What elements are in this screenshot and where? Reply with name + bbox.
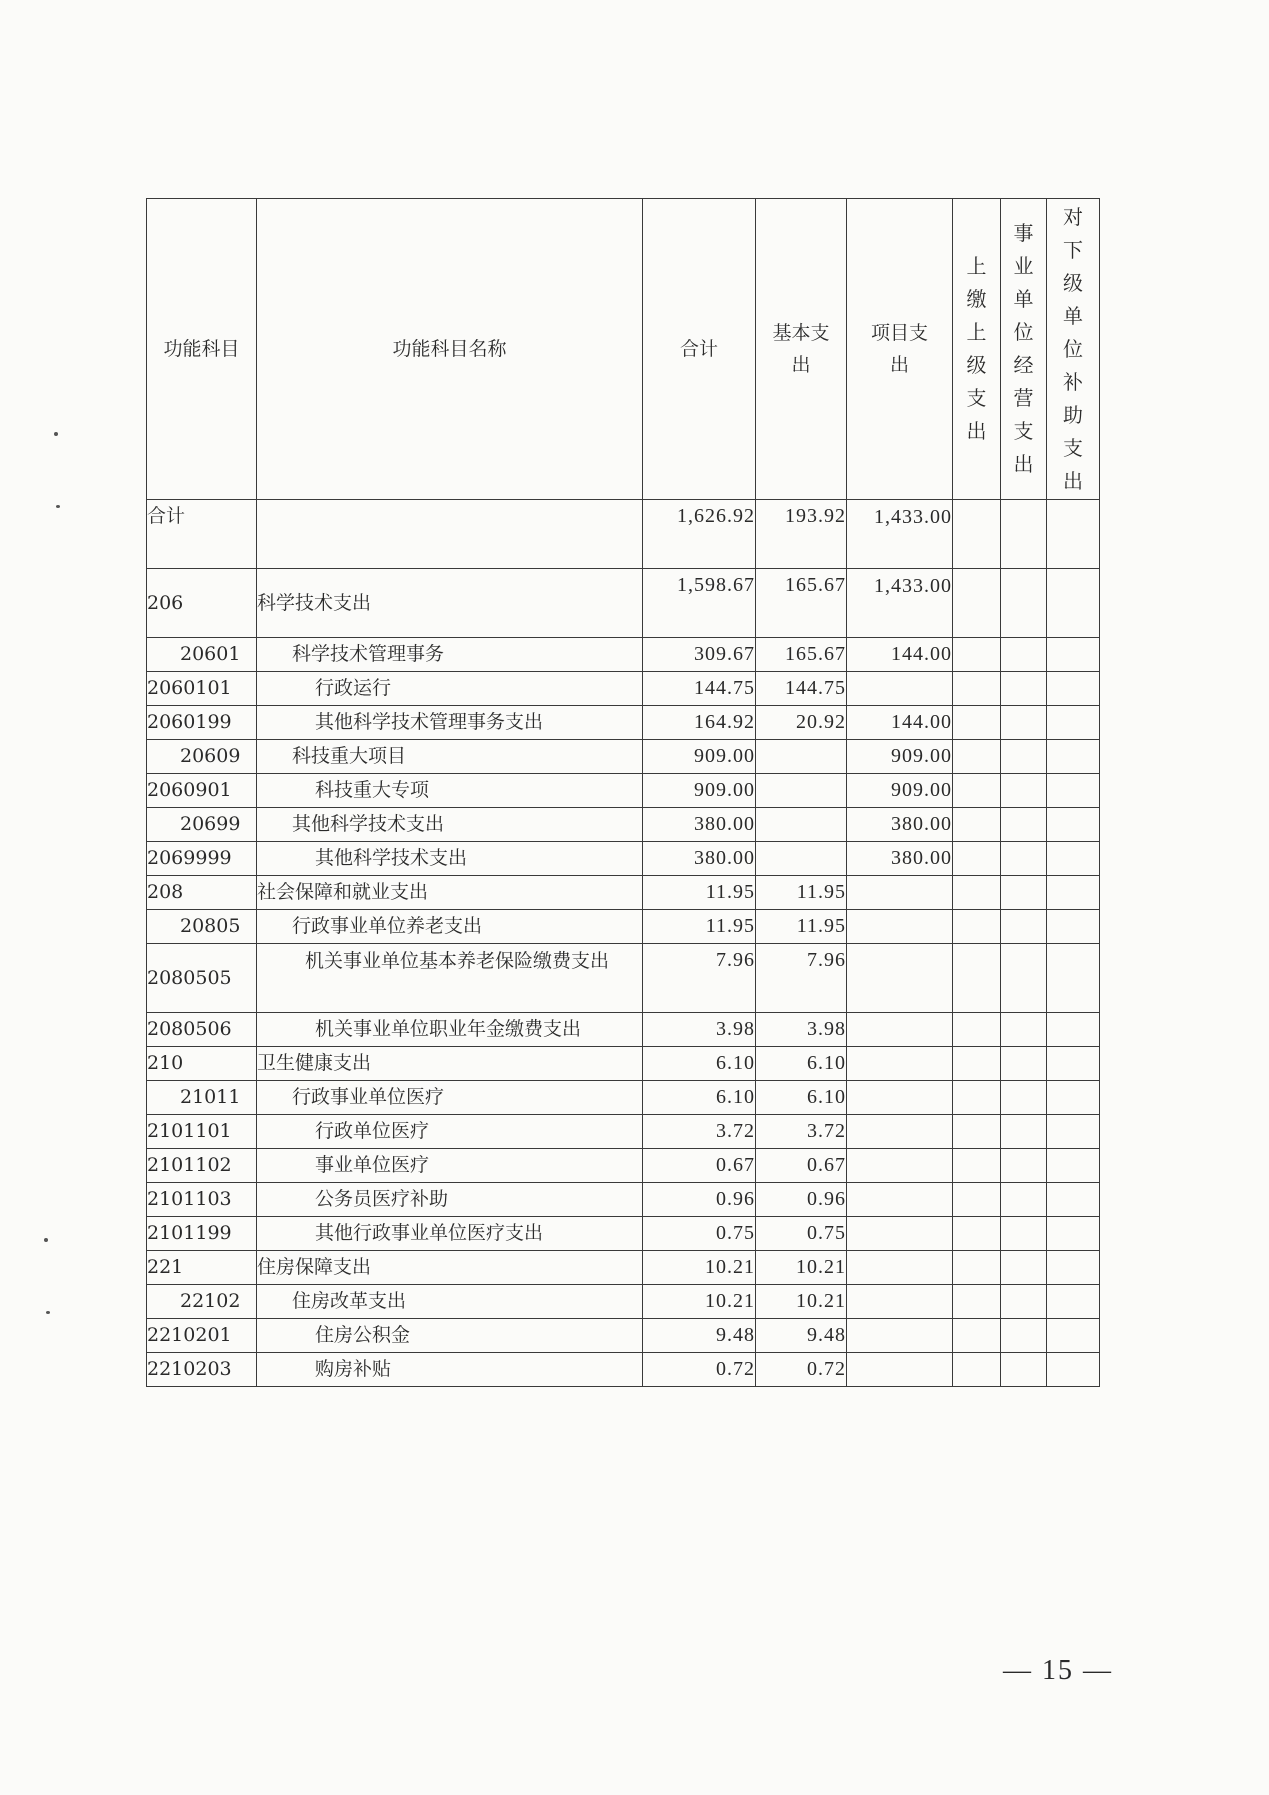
- row-subsidy: [1047, 808, 1100, 842]
- table-row: [147, 1353, 1100, 1387]
- row-subsidy: [1047, 876, 1100, 910]
- row-upper: [953, 740, 1001, 774]
- header-code: 功能科目: [147, 199, 257, 500]
- row-code: 2101101: [147, 1115, 257, 1149]
- header-basic: 基本支出: [756, 199, 847, 500]
- row-code: 221: [147, 1251, 257, 1285]
- row-total: 3.72: [643, 1115, 756, 1149]
- row-upper: [953, 944, 1001, 1013]
- row-total: 164.92: [643, 706, 756, 740]
- row-code: 2101103: [147, 1183, 257, 1217]
- row-code: 208: [147, 876, 257, 910]
- row-code: 2069999: [147, 842, 257, 876]
- row-basic: 0.72: [756, 1353, 847, 1387]
- row-upper: [953, 1047, 1001, 1081]
- row-upper: [953, 1251, 1001, 1285]
- row-project: 380.00: [847, 842, 953, 876]
- row-name: 机关事业单位职业年金缴费支出: [257, 1013, 643, 1047]
- header-subsidy: 对下级单位补助支出: [1047, 199, 1100, 500]
- row-project: [847, 910, 953, 944]
- table-row: [147, 1217, 1100, 1251]
- row-business: [1001, 1013, 1047, 1047]
- row-code: 20699: [147, 808, 257, 842]
- row-business: [1001, 774, 1047, 808]
- row-business: [1001, 1183, 1047, 1217]
- row-total: 11.95: [643, 910, 756, 944]
- row-upper: [953, 706, 1001, 740]
- row-name: 行政单位医疗: [257, 1115, 643, 1149]
- row-name: 科学技术支出: [257, 569, 643, 638]
- row-subsidy: [1047, 1251, 1100, 1285]
- row-basic: 11.95: [756, 876, 847, 910]
- row-upper: [953, 842, 1001, 876]
- row-business: [1001, 1149, 1047, 1183]
- row-business: [1001, 638, 1047, 672]
- row-business: [1001, 1251, 1047, 1285]
- row-name: 其他科学技术支出: [257, 842, 643, 876]
- row-total: 0.72: [643, 1353, 756, 1387]
- row-upper: [953, 1353, 1001, 1387]
- row-total: 909.00: [643, 774, 756, 808]
- row-business: [1001, 740, 1047, 774]
- row-total: 1,626.92: [643, 500, 756, 569]
- row-basic: 193.92: [756, 500, 847, 569]
- row-business: [1001, 910, 1047, 944]
- row-upper: [953, 1183, 1001, 1217]
- row-upper: [953, 876, 1001, 910]
- row-project: [847, 1081, 953, 1115]
- row-business: [1001, 944, 1047, 1013]
- row-total: 6.10: [643, 1047, 756, 1081]
- row-basic: 9.48: [756, 1319, 847, 1353]
- scan-speck: [44, 1238, 48, 1242]
- table-row: [147, 808, 1100, 842]
- header-total: 合计: [643, 199, 756, 500]
- row-basic: 165.67: [756, 638, 847, 672]
- row-business: [1001, 1285, 1047, 1319]
- row-project: [847, 876, 953, 910]
- row-upper: [953, 1217, 1001, 1251]
- table-row: [147, 1251, 1100, 1285]
- table-row: [147, 706, 1100, 740]
- row-subsidy: [1047, 944, 1100, 1013]
- row-total: 0.67: [643, 1149, 756, 1183]
- row-project: [847, 1285, 953, 1319]
- row-upper: [953, 774, 1001, 808]
- scan-speck: [56, 505, 60, 508]
- row-name: 公务员医疗补助: [257, 1183, 643, 1217]
- row-business: [1001, 1217, 1047, 1251]
- row-code: 206: [147, 569, 257, 638]
- row-subsidy: [1047, 569, 1100, 638]
- row-code: 合计: [147, 500, 257, 569]
- row-name: 其他行政事业单位医疗支出: [257, 1217, 643, 1251]
- row-total: 6.10: [643, 1081, 756, 1115]
- row-subsidy: [1047, 842, 1100, 876]
- row-project: [847, 1319, 953, 1353]
- row-name: 事业单位医疗: [257, 1149, 643, 1183]
- row-code: 2101199: [147, 1217, 257, 1251]
- row-basic: 165.67: [756, 569, 847, 638]
- row-subsidy: [1047, 638, 1100, 672]
- row-subsidy: [1047, 1047, 1100, 1081]
- row-business: [1001, 1081, 1047, 1115]
- row-code: 2210201: [147, 1319, 257, 1353]
- row-total: 10.21: [643, 1251, 756, 1285]
- row-code: 22102: [147, 1285, 257, 1319]
- row-total: 1,598.67: [643, 569, 756, 638]
- row-subsidy: [1047, 1115, 1100, 1149]
- row-business: [1001, 1047, 1047, 1081]
- table-row: [147, 638, 1100, 672]
- header-upper: 上缴上级支出: [953, 199, 1001, 500]
- row-business: [1001, 706, 1047, 740]
- row-upper: [953, 672, 1001, 706]
- row-name: 住房公积金: [257, 1319, 643, 1353]
- row-project: [847, 1115, 953, 1149]
- row-business: [1001, 876, 1047, 910]
- row-upper: [953, 1013, 1001, 1047]
- row-basic: 144.75: [756, 672, 847, 706]
- row-basic: [756, 774, 847, 808]
- row-project: [847, 1251, 953, 1285]
- row-code: 2210203: [147, 1353, 257, 1387]
- row-name: 行政事业单位养老支出: [257, 910, 643, 944]
- row-basic: 3.72: [756, 1115, 847, 1149]
- table-row: [147, 774, 1100, 808]
- table-row: [147, 569, 1100, 638]
- row-name: [257, 500, 643, 569]
- row-code: 2080505: [147, 944, 257, 1013]
- row-basic: 10.21: [756, 1285, 847, 1319]
- table-row: [147, 842, 1100, 876]
- row-basic: 6.10: [756, 1047, 847, 1081]
- row-name: 住房改革支出: [257, 1285, 643, 1319]
- row-code: 20805: [147, 910, 257, 944]
- row-code: 20601: [147, 638, 257, 672]
- row-name: 机关事业单位基本养老保险缴费支出: [257, 944, 643, 1013]
- header-business: 事业单位经营支出: [1001, 199, 1047, 500]
- row-project: [847, 1183, 953, 1217]
- row-subsidy: [1047, 672, 1100, 706]
- row-upper: [953, 1115, 1001, 1149]
- row-basic: 10.21: [756, 1251, 847, 1285]
- row-name: 科学技术管理事务: [257, 638, 643, 672]
- row-subsidy: [1047, 1081, 1100, 1115]
- row-total: 7.96: [643, 944, 756, 1013]
- row-total: 0.96: [643, 1183, 756, 1217]
- row-subsidy: [1047, 1183, 1100, 1217]
- row-code: 2060901: [147, 774, 257, 808]
- row-project: 909.00: [847, 740, 953, 774]
- table-row: [147, 1115, 1100, 1149]
- row-subsidy: [1047, 706, 1100, 740]
- row-project: [847, 1149, 953, 1183]
- row-project: 380.00: [847, 808, 953, 842]
- table-row: [147, 672, 1100, 706]
- row-name: 购房补贴: [257, 1353, 643, 1387]
- row-basic: 0.75: [756, 1217, 847, 1251]
- row-project: 1,433.00: [847, 569, 953, 638]
- row-total: 0.75: [643, 1217, 756, 1251]
- row-subsidy: [1047, 1285, 1100, 1319]
- row-name: 住房保障支出: [257, 1251, 643, 1285]
- row-total: 380.00: [643, 842, 756, 876]
- row-basic: 11.95: [756, 910, 847, 944]
- row-project: [847, 1353, 953, 1387]
- row-upper: [953, 808, 1001, 842]
- row-business: [1001, 808, 1047, 842]
- row-basic: 0.96: [756, 1183, 847, 1217]
- row-basic: [756, 808, 847, 842]
- row-subsidy: [1047, 910, 1100, 944]
- row-subsidy: [1047, 1319, 1100, 1353]
- row-basic: 7.96: [756, 944, 847, 1013]
- row-total: 3.98: [643, 1013, 756, 1047]
- row-project: [847, 1013, 953, 1047]
- table-row: [147, 1081, 1100, 1115]
- row-basic: 6.10: [756, 1081, 847, 1115]
- row-subsidy: [1047, 740, 1100, 774]
- row-project: [847, 1217, 953, 1251]
- row-code: 2060101: [147, 672, 257, 706]
- row-subsidy: [1047, 1217, 1100, 1251]
- row-basic: [756, 842, 847, 876]
- table-row: [147, 910, 1100, 944]
- header-project: 项目支出: [847, 199, 953, 500]
- budget-table: [146, 198, 1100, 1387]
- row-business: [1001, 842, 1047, 876]
- row-project: [847, 944, 953, 1013]
- row-upper: [953, 1285, 1001, 1319]
- row-business: [1001, 1353, 1047, 1387]
- row-upper: [953, 1319, 1001, 1353]
- table-row: [147, 500, 1100, 569]
- table-row: [147, 1285, 1100, 1319]
- scan-speck: [46, 1311, 50, 1314]
- row-code: 20609: [147, 740, 257, 774]
- row-subsidy: [1047, 774, 1100, 808]
- row-subsidy: [1047, 1013, 1100, 1047]
- row-upper: [953, 1081, 1001, 1115]
- scan-speck: [54, 432, 58, 436]
- table-row: [147, 740, 1100, 774]
- header-row: [147, 199, 1100, 500]
- row-name: 其他科学技术支出: [257, 808, 643, 842]
- row-name: 科技重大项目: [257, 740, 643, 774]
- row-subsidy: [1047, 1149, 1100, 1183]
- row-name: 行政事业单位医疗: [257, 1081, 643, 1115]
- header-name: 功能科目名称: [257, 199, 643, 500]
- row-project: 1,433.00: [847, 500, 953, 569]
- row-business: [1001, 569, 1047, 638]
- row-total: 909.00: [643, 740, 756, 774]
- row-upper: [953, 500, 1001, 569]
- row-basic: 3.98: [756, 1013, 847, 1047]
- row-basic: 0.67: [756, 1149, 847, 1183]
- row-total: 380.00: [643, 808, 756, 842]
- row-code: 2060199: [147, 706, 257, 740]
- table-row: [147, 944, 1100, 1013]
- row-subsidy: [1047, 500, 1100, 569]
- row-code: 210: [147, 1047, 257, 1081]
- row-total: 10.21: [643, 1285, 756, 1319]
- row-code: 21011: [147, 1081, 257, 1115]
- row-name: 其他科学技术管理事务支出: [257, 706, 643, 740]
- table-row: [147, 1183, 1100, 1217]
- row-upper: [953, 910, 1001, 944]
- row-name: 行政运行: [257, 672, 643, 706]
- row-basic: 20.92: [756, 706, 847, 740]
- row-code: 2101102: [147, 1149, 257, 1183]
- row-project: 144.00: [847, 706, 953, 740]
- page-number: — 15 —: [1003, 1655, 1113, 1686]
- table-row: [147, 1013, 1100, 1047]
- row-basic: [756, 740, 847, 774]
- table-row: [147, 876, 1100, 910]
- row-name: 社会保障和就业支出: [257, 876, 643, 910]
- row-project: [847, 1047, 953, 1081]
- row-project: 144.00: [847, 638, 953, 672]
- row-project: 909.00: [847, 774, 953, 808]
- row-business: [1001, 1115, 1047, 1149]
- row-upper: [953, 569, 1001, 638]
- row-business: [1001, 672, 1047, 706]
- row-total: 144.75: [643, 672, 756, 706]
- table-row: [147, 1047, 1100, 1081]
- table-row: [147, 1319, 1100, 1353]
- row-upper: [953, 1149, 1001, 1183]
- row-total: 309.67: [643, 638, 756, 672]
- row-business: [1001, 1319, 1047, 1353]
- row-total: 11.95: [643, 876, 756, 910]
- row-total: 9.48: [643, 1319, 756, 1353]
- row-name: 卫生健康支出: [257, 1047, 643, 1081]
- row-business: [1001, 500, 1047, 569]
- row-name: 科技重大专项: [257, 774, 643, 808]
- row-subsidy: [1047, 1353, 1100, 1387]
- row-code: 2080506: [147, 1013, 257, 1047]
- row-upper: [953, 638, 1001, 672]
- row-project: [847, 672, 953, 706]
- table-row: [147, 1149, 1100, 1183]
